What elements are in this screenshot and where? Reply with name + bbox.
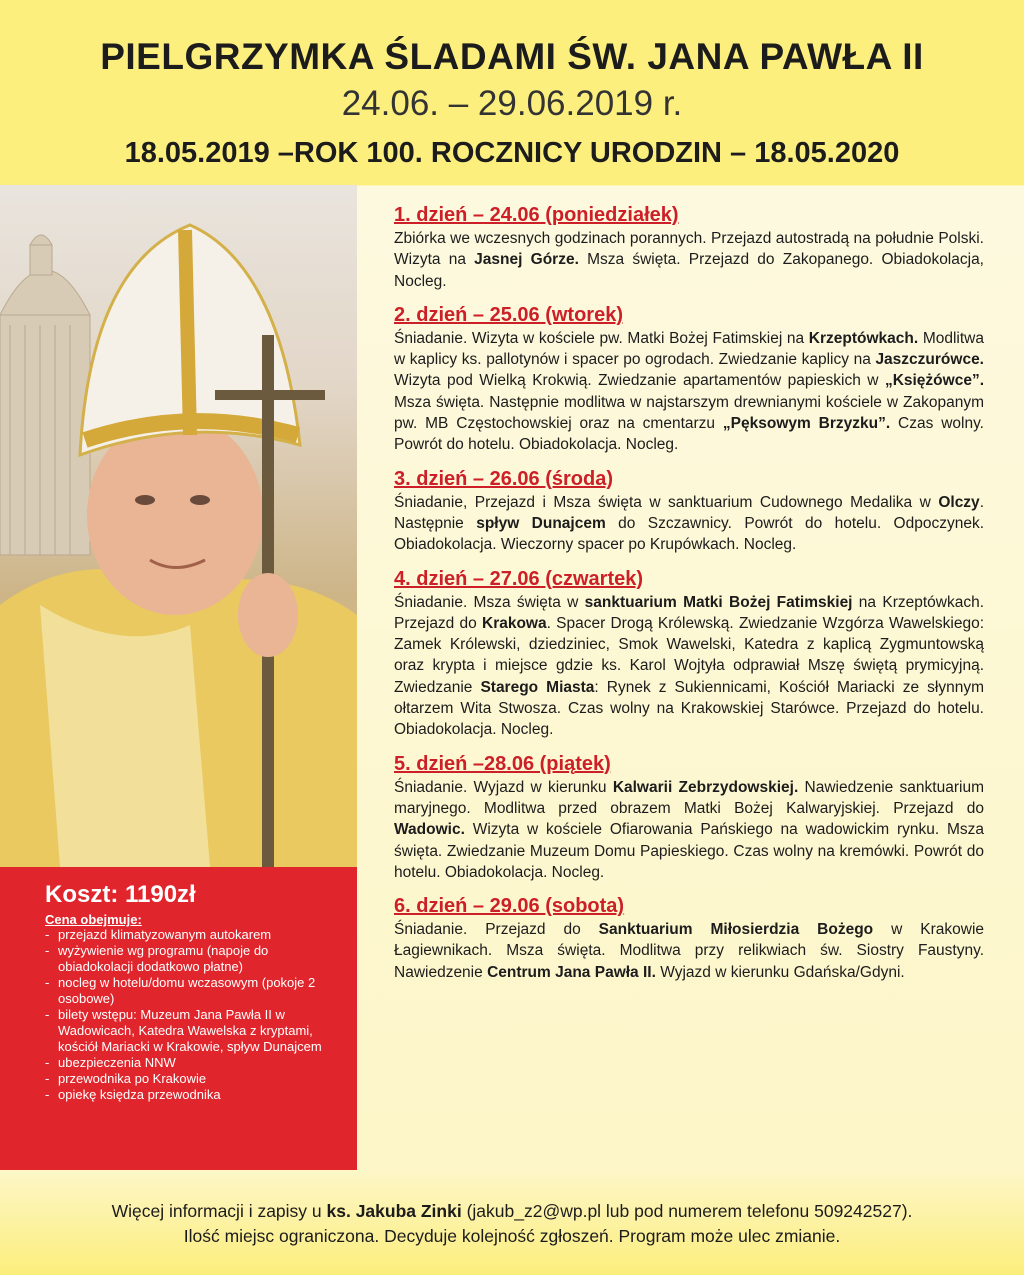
day-description <box>394 228 984 292</box>
highlight-text: Krzeptówkach. <box>808 329 919 347</box>
day-description <box>394 492 984 556</box>
list-item: - przejazd klimatyzowanym autokarem <box>45 927 345 943</box>
text-segment: na Krzeptówkach. Przejazd do <box>394 593 985 632</box>
trip-dates: 24.06. – 29.06.2019 r. <box>341 84 683 123</box>
notice-line: Ilość miejsc ograniczona. Decyduje kolejność zgłoszeń. Program może ulec zmianie. <box>183 1226 841 1246</box>
itinerary <box>394 203 984 994</box>
day-description <box>394 777 984 883</box>
footer <box>0 1199 1024 1249</box>
text-segment: do Szczawnicy. Powrót do hotelu. Odpoczynek. Obiadokolacja. Wieczorny spacer po Krupówkach. Nocleg. <box>394 514 985 554</box>
highlight-text: Jasnej Górze. <box>474 251 579 269</box>
day-description <box>394 328 984 456</box>
text-segment: Msza święta. Przejazd do Zakopanego. Obiadokolacja, Nocleg. <box>394 251 984 290</box>
day-2 <box>394 303 984 456</box>
highlight-text: „Pęksowym Brzyzku”. <box>722 415 891 433</box>
highlight-text: Kalwarii Zebrzydowskiej. <box>612 778 799 796</box>
highlight-text: Centrum Jana Pawła II. <box>487 963 656 981</box>
text-segment: Wizyta w kościele Ofiarowania Pańskiego na wadowickim rynku. Msza święta. Zwiedzanie Muzeum Domu Papieskiego. Czas wolny na kremówki. Powrót do hotelu. Obiadokolacja. Nocleg. <box>394 821 984 881</box>
text-segment: Śniadanie. Wyjazd w kierunku <box>394 778 613 796</box>
day-title: 2. dzień – 25.06 (wtorek) <box>394 303 623 326</box>
contact-details: (jakub_z2@wp.pl lub pod numerem telefonu 509242527). <box>461 1201 913 1221</box>
text-segment: Śniadanie. Msza święta w <box>394 593 585 611</box>
text-segment: Nawiedzenie sanktuarium maryjnego. Modlitwa przed obrazem Matki Bożej Kalwaryjskiej. Przejazd do <box>394 778 984 817</box>
text-segment: Czas wolny. Powrót do hotelu. Obiadokolacja. Nocleg. <box>394 415 984 454</box>
text-segment: Wizyta pod Wielką Krokwią. Zwiedzanie apartamentów papieskich w <box>394 372 885 390</box>
day-title: 6. dzień – 29.06 (sobota) <box>394 895 625 918</box>
anniversary-line: 18.05.2019 –ROK 100. ROCZNICY URODZIN – 18.05.2020 <box>124 137 900 169</box>
day-3 <box>394 467 984 556</box>
list-item: - przewodnika po Krakowie <box>45 1071 345 1087</box>
text-segment: : Rynek z Sukiennicami, Kościół Mariacki ze słynnym ołtarzem Wita Stwosza. Czas wolny na Krakowskiej Starówce. Przejazd do hotelu. Obiadokolacja. Nocleg. <box>394 678 984 739</box>
highlight-text: Krakowa <box>482 614 547 632</box>
day-description <box>394 592 984 741</box>
text-segment: Modlitwa w kaplicy ks. pallotynów i spacer po ogrodach. Zwiedzanie kaplicy na <box>394 329 984 369</box>
page-title: PIELGRZYMKA ŚLADAMI ŚW. JANA PAWŁA II <box>100 36 924 77</box>
day-title: 5. dzień –28.06 (piątek) <box>394 752 611 775</box>
highlight-text: Olczy <box>938 493 980 511</box>
text-segment: Śniadanie. Wizyta w kościele pw. Matki Bożej Fatimskiej na <box>394 329 809 347</box>
cost-includes-heading: Cena obejmuje: <box>45 912 142 927</box>
list-item: - opiekę księdza przewodnika <box>45 1087 345 1103</box>
cost-includes-list <box>45 927 345 1103</box>
list-item: - wyżywienie wg programu (napoje do obiadokolacji dodatkowo płatne) <box>45 943 345 975</box>
list-item: - ubezpieczenia NNW <box>45 1055 345 1071</box>
contact-text: Więcej informacji i zapisy u <box>111 1201 327 1221</box>
highlight-text: sanktuarium Matki Bożej Fatimskiej <box>584 593 853 611</box>
text-segment: Śniadanie. Przejazd do <box>394 921 599 939</box>
highlight-text: „Księżówce”. <box>884 372 984 390</box>
highlight-text: spływ Dunajcem <box>476 514 606 532</box>
list-item: - nocleg w hotelu/domu wczasowym (pokoje 2 osobowe) <box>45 975 345 1007</box>
header <box>0 0 1024 185</box>
highlight-text: Wadowic. <box>394 821 465 839</box>
cost-title: Koszt: 1190zł <box>45 881 196 908</box>
day-description <box>394 919 984 983</box>
day-title: 1. dzień – 24.06 (poniedziałek) <box>394 204 679 226</box>
highlight-text: Jaszczurówce. <box>875 351 984 369</box>
text-segment: Wyjazd w kierunku Gdańska/Gdyni. <box>655 963 905 981</box>
text-segment: . Następnie <box>394 493 984 532</box>
text-segment: Zbiórka we wczesnych godzinach porannych. Przejazd autostradą na południe Polski. Wizyta na <box>394 230 984 269</box>
text-segment: Msza święta. Następnie modlitwa w najstarszym drewnianymi kościele w Zakopanym pw. MB Częstochowskiej oraz na cmentarzu <box>394 393 984 433</box>
text-segment: w Krakowie Łagiewnikach. Msza święta. Modlitwa przy relikwiach św. Siostry Faustyny. Nawiedzenie <box>394 921 985 981</box>
contact-person: ks. Jakuba Zinki <box>326 1201 462 1221</box>
highlight-text: Sanktuarium Miłosierdzia Bożego <box>598 921 874 939</box>
day-1 <box>394 203 984 292</box>
pope-portrait-icon <box>0 185 357 867</box>
text-segment: Śniadanie, Przejazd i Msza święta w sanktuarium Cudownego Medalika w <box>394 493 939 511</box>
day-title: 3. dzień – 26.06 (środa) <box>394 467 613 490</box>
day-title: 4. dzień – 27.06 (czwartek) <box>394 567 644 590</box>
cost-box <box>0 867 357 1170</box>
highlight-text: Starego Miasta <box>480 678 595 696</box>
list-item: - bilety wstępu: Muzeum Jana Pawła II w Wadowicach, Katedra Wawelska z kryptami, kościół Mariacki w Krakowie, spływ Dunajcem <box>45 1007 345 1055</box>
contact-line <box>0 1199 1024 1224</box>
text-segment: . Spacer Drogą Królewską. Zwiedzanie Wzgórza Wawelskiego: Zamek Królewski, dziedziniec, Smok Wawelski, Katedra z kaplicą Zygmuntowską oraz krypta i miejsce gdzie ks. Karol Wojtyła odprawiał Mszę świętą prymicyjną. Zwiedzanie <box>394 614 984 696</box>
day-6 <box>394 894 984 983</box>
day-5 <box>394 752 984 883</box>
day-4 <box>394 567 984 741</box>
